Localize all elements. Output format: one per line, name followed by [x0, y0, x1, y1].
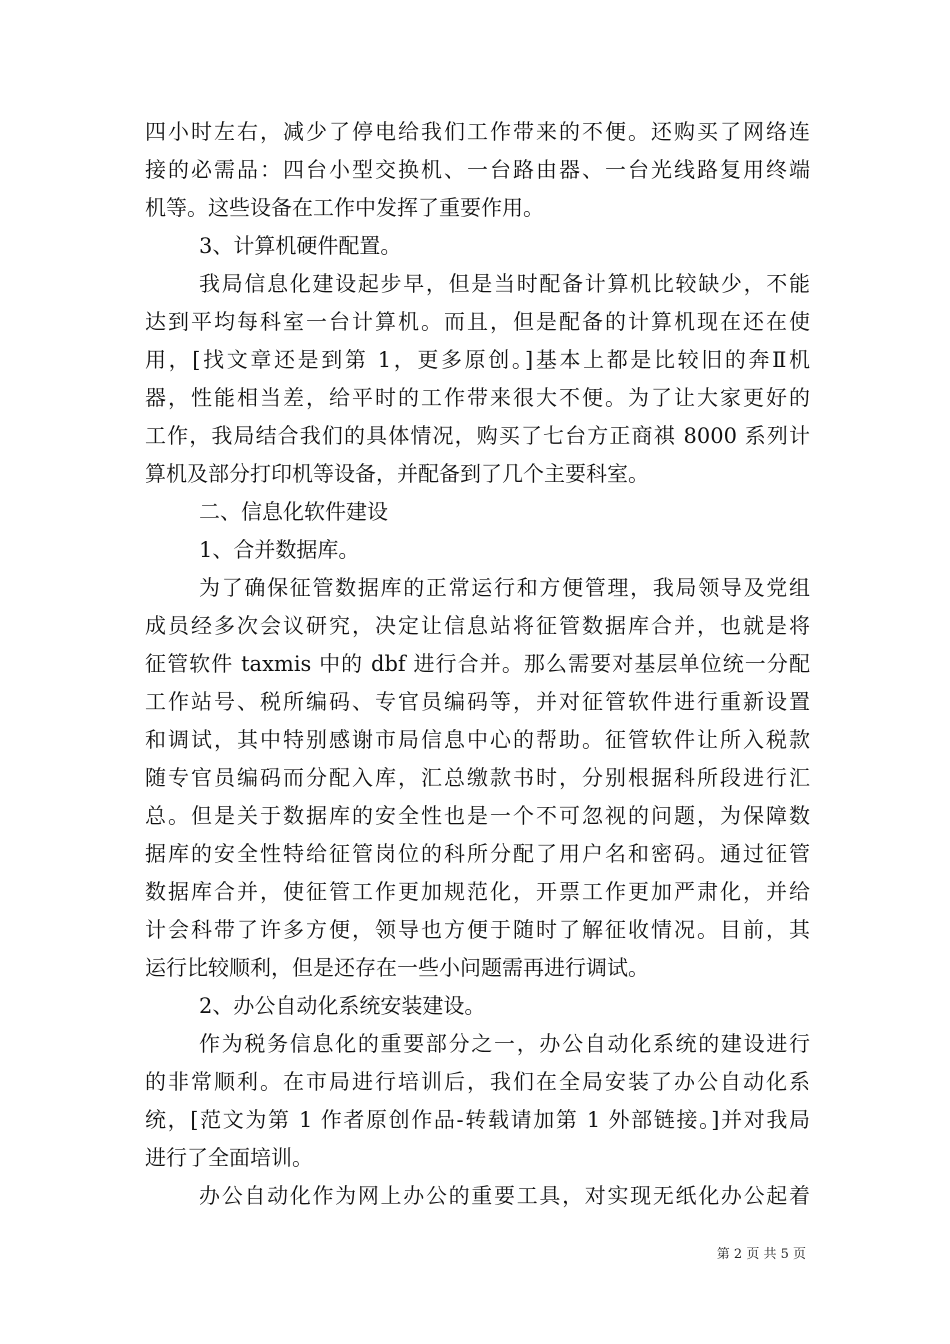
text-line: 我局信息化建设起步早，但是当时配备计算机比较缺少，不能: [199, 272, 810, 296]
text-line: 工作站号、税所编码、专官员编码等，并对征管软件进行重新设置: [145, 690, 810, 714]
text-line: 随专官员编码而分配入库，汇总缴款书时，分别根据科所段进行汇: [145, 766, 810, 790]
text-line: 据库的安全性特给征管岗位的科所分配了用户名和密码。通过征管: [145, 842, 810, 866]
text-line: 工作，我局结合我们的具体情况，购买了七台方正商祺 8000 系列计: [145, 424, 810, 448]
text-line: 2、办公自动化系统安装建设。: [199, 994, 486, 1018]
text-line: 器，性能相当差，给平时的工作带来很大不便。为了让大家更好的: [145, 386, 810, 410]
text-line: 用，[找文章还是到第 1，更多原创。]基本上都是比较旧的奔Ⅱ机: [145, 348, 810, 372]
text-line: 接的必需品：四台小型交换机、一台路由器、一台光线路复用终端: [145, 158, 810, 182]
text-line: 总。但是关于数据库的安全性也是一个不可忽视的问题，为保障数: [145, 804, 810, 828]
text-line: 为了确保征管数据库的正常运行和方便管理，我局领导及党组: [199, 576, 810, 600]
text-line: 1、合并数据库。: [199, 538, 360, 562]
text-line: 四小时左右，减少了停电给我们工作带来的不便。还购买了网络连: [145, 120, 810, 144]
text-line: 二、信息化软件建设: [199, 500, 388, 524]
text-line: 3、计算机硬件配置。: [199, 234, 402, 258]
text-line: 计会科带了许多方便，领导也方便于随时了解征收情况。目前，其: [145, 918, 810, 942]
text-line: 和调试，其中特别感谢市局信息中心的帮助。征管软件让所入税款: [145, 728, 810, 752]
text-line: 的非常顺利。在市局进行培训后，我们在全局安装了办公自动化系: [145, 1070, 810, 1094]
text-line: 征管软件 taxmis 中的 dbf 进行合并。那么需要对基层单位统一分配: [145, 652, 810, 676]
text-line: 达到平均每科室一台计算机。而且，但是配备的计算机现在还在使: [145, 310, 810, 334]
text-line: 运行比较顺利，但是还存在一些小问题需再进行调试。: [145, 956, 649, 980]
text-line: 进行了全面培训。: [145, 1146, 313, 1170]
text-line: 办公自动化作为网上办公的重要工具，对实现无纸化办公起着: [199, 1184, 810, 1208]
text-line: 成员经多次会议研究，决定让信息站将征管数据库合并，也就是将: [145, 614, 810, 638]
text-line: 数据库合并，使征管工作更加规范化，开票工作更加严肃化，并给: [145, 880, 810, 904]
page-indicator: 第 2 页 共 5 页: [716, 1247, 806, 1262]
text-line: 机等。这些设备在工作中发挥了重要作用。: [145, 196, 544, 220]
text-line: 算机及部分打印机等设备，并配备到了几个主要科室。: [145, 462, 649, 486]
text-line: 统，[范文为第 1 作者原创作品-转载请加第 1 外部链接。]并对我局: [145, 1108, 810, 1132]
text-line: 作为税务信息化的重要部分之一，办公自动化系统的建设进行: [199, 1032, 810, 1056]
document-body: [145, 113, 810, 1215]
